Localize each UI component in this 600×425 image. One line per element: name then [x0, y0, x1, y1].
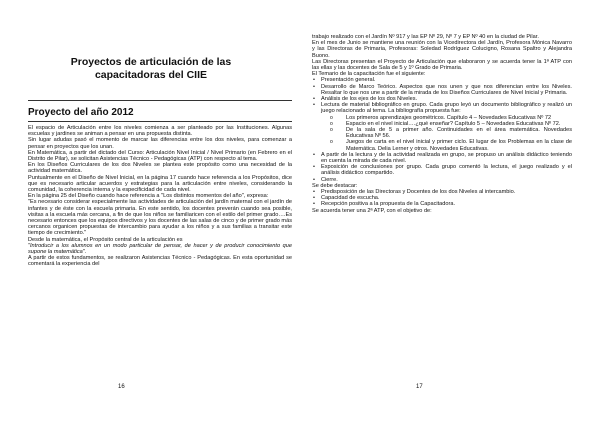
right-page [300, 0, 600, 425]
paragraph: Sin lugar adudas pasó el momento de marcar las diferencias entre los dos niveles, para comenzar a pensar en proyectos que los unan. [28, 137, 292, 150]
list-item: • Cierre. [312, 177, 572, 183]
list-item: • A partir de la lectura y de la actividad realizada en grupo, se propuso un análisis didáctico teniendo en cuenta la mirada de cada nivel. [312, 152, 572, 164]
bibliography-item: o Los primeros aprendizajes geométricos. Capítulo 4 – Novedades Educativas Nº 72 [330, 115, 572, 121]
paragraph: El espacio de Articulación entre los niveles comienza a ser planteado por las Instituciones. Algunas escuelas y jardines se animan a pensar en una propuesta distinta. [28, 125, 292, 138]
left-body-text [28, 125, 292, 268]
paragraph: Se acuerda tener una 2ª ATP, con el objetivo de: [312, 207, 432, 214]
section-divider [28, 121, 292, 122]
list-item [312, 102, 572, 152]
temario-list [312, 77, 572, 182]
bibliography-item: o De la sala de 5 a primer año. Continuidades en el área matemática. Novedades Educativas Nº 56. [330, 127, 572, 139]
right-body-text [312, 34, 572, 214]
paragraph: Puntualmente en el Diseño de Nivel Inicial, en la página 17 cuando hace referencia a los Propósitos, dice que es necesario articular acuerdos y estrategias para la articulación entre niveles, considerando la comunidad, la coherencia interna y la especificidad de cada nivel. [28, 174, 292, 194]
list-item: • Desarrollo de Marco Teórico. Aspectos que nos unen y que nos diferencian entre los Niveles. Resaltar lo que nos une a partir de la mirada de los Diseños Curriculares de Nivel Inicial y Primaria. [312, 84, 572, 96]
list-item: • Capacidad de escucha. [312, 195, 572, 201]
quote-paragraph: "Es necesario considerar especialmente las actividades de articulación del jardín maternal con el jardín de infantes y de éste con la escuela primaria. En este sentido, los docentes preverán cuando sea posible, visitas a la escuela más cercana, a fin de que los niños se familiaricen con el estilo del primer grado….Es necesario entonces que los equipos directivos y los docentes de las salas de cinco y de primer grado más cercanos organicen propuestas de intercambio para ayudar a los niños y a sus familias a transitar este tiempo de crecimiento." [28, 199, 292, 237]
paragraph: En el mes de Junio se mantiene una reunión con la Vicedirectora del Jardín, Profesora Mónica Navarro y las Directoras de Primaria, Profesoras: Soledad Rodríguez Colucigno, Rosana Spaltro y Alejandra Buono. [312, 40, 572, 59]
list-item: • Análisis de los ejes de los dos Niveles. [312, 96, 572, 102]
paragraph: El Temario de la capacitación fue el siguiente: [312, 71, 426, 78]
list-item: • Predisposición de las Directoras y Docentes de los dos Niveles al intercambio. [312, 189, 572, 195]
italic-quote: "Introducir a los alumnos en un modo particular de pensar, de hacer y de producir conocimiento que supone la matemática". [28, 242, 292, 256]
list-item: • Presentación general. [312, 77, 572, 83]
list-item: • Exposición de conclusiones por grupo. Cada grupo comentó la lectura, el juego realizado y el análisis didáctico compartido. [312, 164, 572, 176]
title-divider [28, 100, 292, 101]
title-line-1: Proyectos de articulación de las [70, 56, 232, 68]
paragraph: Las Directoras presentan el Proyecto de Articulación que elaboraron y se acuerda tener la 1ª ATP con las ellas y las docentes de Sala de 5 y 1º Grado de Primaria. [312, 58, 572, 72]
bibliography-list [321, 115, 572, 152]
destacar-list [312, 189, 572, 208]
destacar-heading: Se debe destacar: [312, 182, 358, 189]
paragraph: trabajo realizado con el Jardín Nº 917 y las EP Nº 29, Nº 7 y EP Nº 40 en la ciudad de Pilar. [312, 34, 539, 40]
page-number: 17 [416, 384, 423, 390]
bibliography-item: o Espacio en el nivel inicial….¿qué enseñar? Capítulo 5 – Novedades Educativas Nº 72. [330, 121, 572, 127]
paragraph: En Matemática, a partir del dictado del Curso: Articulación Nivel Inicial / Nivel Primario (en Febrero en el Distrito de Pilar), se solicitan Asistencias Técnico - Pedagógicas (ATP) con respecto al tema. [28, 149, 292, 163]
paragraph: En los Diseños Curriculares de los dos Niveles se plantea este propósito como una necesidad de la actividad matemática. [28, 162, 292, 175]
list-item-text: Lectura de material bibliográfico en grupo. Cada grupo leyó un documento bibliográfico y realizó un juego relacionado al tema. La bibliografía propuesta fue: [321, 102, 572, 115]
title-line-2: capacitadoras del CIIE [94, 69, 208, 81]
page-title [40, 56, 262, 82]
section-heading: Proyecto del año 2012 [28, 107, 134, 118]
bibliography-item: o Juegos de carta en el nivel inicial y primer ciclo. El lugar de los Problemas en la clase de Matemática. Delia Lerner y otros. Novedades Educativas. [330, 139, 572, 151]
list-item: • Recepción positiva a la propuesta de la Capacitadora. [312, 201, 572, 207]
paragraph: Desde la matemática, el Propósito central de la articulación es [28, 236, 183, 243]
paragraph: A partir de estos fundamentos, se realizaron Asistencias Técnico - Pedagógicas. En esta oportunidad se comentará la experiencia del [28, 255, 292, 268]
page-number: 16 [118, 384, 125, 390]
paragraph: En la página 25 del Diseño cuando hace referencia a "Los distintos momentos del año", expresa: [28, 193, 269, 200]
